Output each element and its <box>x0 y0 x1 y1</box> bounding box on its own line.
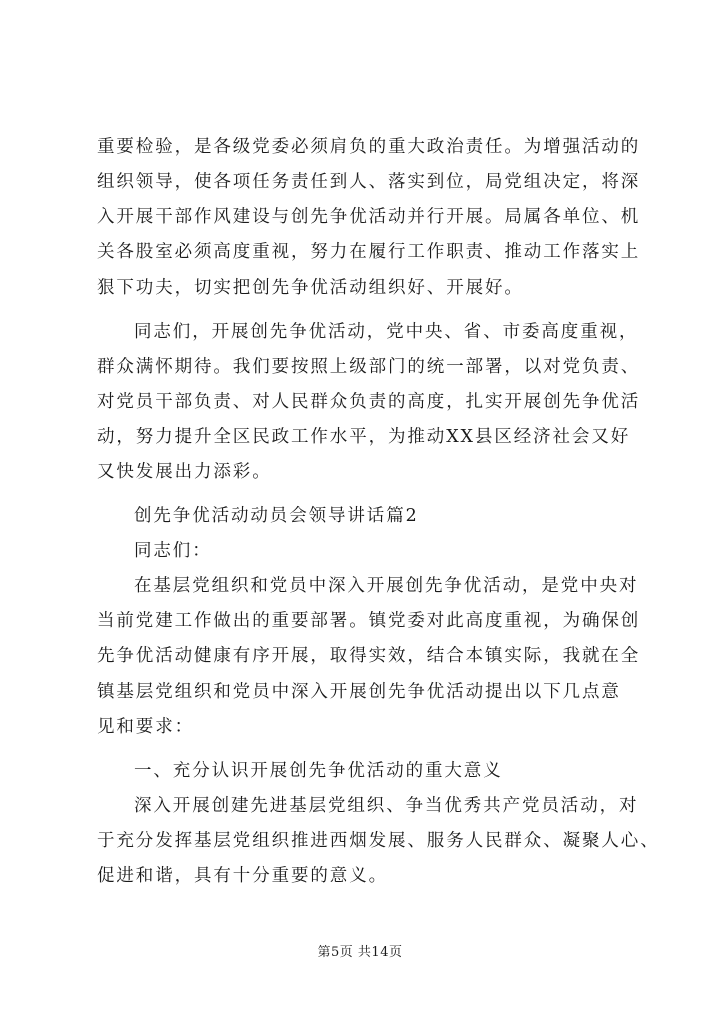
section-heading: 创先争优活动动员会领导讲话篇2 <box>134 506 419 526</box>
salutation: 同志们： <box>134 541 212 561</box>
page-number-footer: 第5页 共14页 <box>317 945 403 960</box>
body-line: 重要检验，是各级党委必须肩负的重大政治责任。为增强活动的 <box>97 137 641 157</box>
body-line: 关各股室必须高度重视，努力在履行工作职责、推动工作落实上 <box>97 242 641 262</box>
body-line: 于充分发挥基层党组织推进西烟发展、服务人民群众、凝聚人心、 <box>97 831 660 851</box>
body-line: 又快发展出力添彩。 <box>97 462 272 482</box>
body-line: 群众满怀期待。我们要按照上级部门的统一部署，以对党负责、 <box>97 357 641 377</box>
body-line: 在基层党组织和党员中深入开展创先争优活动，是党中央对 <box>134 576 639 596</box>
body-line: 先争优活动健康有序开展，取得实效，结合本镇实际，我就在全 <box>97 646 641 666</box>
body-line: 组织领导，使各项任务责任到人、落实到位，局党组决定，将深 <box>97 172 641 192</box>
subsection-heading: 一、充分认识开展创先争优活动的重大意义 <box>134 761 503 781</box>
body-line: 动，努力提升全区民政工作水平，为推动XX县区经济社会又好 <box>97 427 631 447</box>
body-line: 当前党建工作做出的重要部署。镇党委对此高度重视，为确保创 <box>97 611 641 631</box>
body-line: 对党员干部负责、对人民群众负责的高度，扎实开展创先争优活 <box>97 392 641 412</box>
body-line: 见和要求： <box>97 717 194 737</box>
body-line: 同志们，开展创先争优活动，党中央、省、市委高度重视， <box>134 322 639 342</box>
body-line: 促进和谐，具有十分重要的意义。 <box>97 866 388 886</box>
body-line: 狠下功夫，切实把创先争优活动组织好、开展好。 <box>97 278 524 298</box>
body-line: 入开展干部作风建设与创先争优活动并行开展。局属各单位、机 <box>97 207 641 227</box>
body-line: 镇基层党组织和党员中深入开展创先争优活动提出以下几点意 <box>97 682 621 702</box>
body-line: 深入开展创建先进基层党组织、争当优秀共产党员活动，对 <box>134 796 639 816</box>
